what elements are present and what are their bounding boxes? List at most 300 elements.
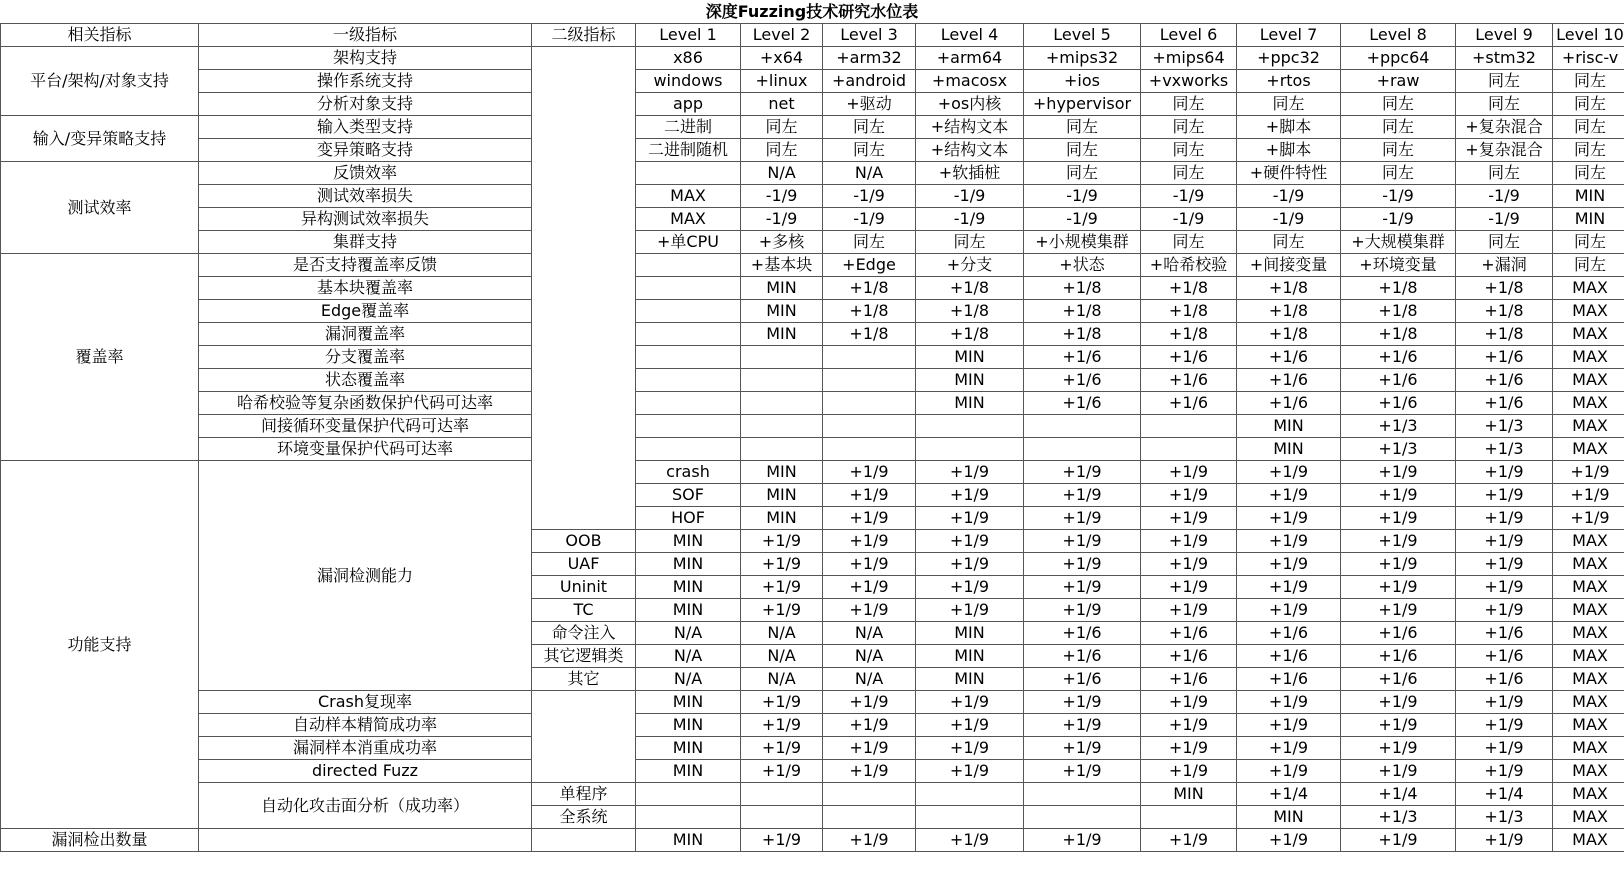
level-10-cell[interactable]: MAX [1553,323,1624,346]
level-3-cell[interactable]: +android [823,70,916,93]
level-4-cell[interactable]: +1/9 [916,760,1024,783]
level-9-cell[interactable]: +1/4 [1456,783,1553,806]
level-6-cell[interactable]: +1/9 [1141,530,1237,553]
level-1-cell[interactable]: windows [636,70,741,93]
level-7-cell[interactable]: +1/9 [1237,530,1341,553]
level-3-cell[interactable]: +arm32 [823,47,916,70]
level-5-cell[interactable]: +小规模集群 [1024,231,1141,254]
group-name-cell[interactable]: 平台/架构/对象支持 [1,47,199,116]
level-10-cell[interactable]: +risc-v [1553,47,1624,70]
level-6-cell[interactable] [1141,415,1237,438]
level-3-cell[interactable]: N/A [823,645,916,668]
level-3-cell[interactable]: +1/9 [823,737,916,760]
level-6-cell[interactable]: -1/9 [1141,185,1237,208]
level-9-cell[interactable]: +1/9 [1456,691,1553,714]
level-4-cell[interactable]: +1/9 [916,691,1024,714]
level-4-cell[interactable]: +1/9 [916,714,1024,737]
level1-metric-cell[interactable]: 自动样本精简成功率 [199,714,532,737]
level-10-cell[interactable]: MAX [1553,346,1624,369]
level-7-cell[interactable]: +1/9 [1341,461,1456,484]
level-7-cell[interactable]: -1/9 [1237,208,1341,231]
level-3-cell[interactable]: +驱动 [823,93,916,116]
level-8-cell[interactable]: +1/9 [1341,829,1456,852]
level-6-cell[interactable]: +1/9 [1141,737,1237,760]
level-6-cell[interactable]: +1/6 [1141,346,1237,369]
level-5-cell[interactable]: +1/9 [1141,484,1237,507]
level-10-cell[interactable]: MIN [1553,185,1624,208]
level-4-cell[interactable]: +1/8 [916,300,1024,323]
level-8-cell[interactable]: +1/3 [1341,806,1456,829]
level-3-cell[interactable]: +1/9 [823,760,916,783]
level-7-cell[interactable]: +1/9 [1237,760,1341,783]
level2-metric-cell[interactable]: Uninit [532,576,636,599]
level-10-cell[interactable]: MAX [1553,806,1624,829]
level-3-cell[interactable]: +1/9 [823,530,916,553]
level-1-cell[interactable]: 二进制随机 [636,139,741,162]
level-7-cell[interactable]: MIN [1237,415,1341,438]
level-2-cell[interactable]: +1/9 [823,484,916,507]
level-8-cell[interactable]: +1/3 [1341,415,1456,438]
level-3-cell[interactable] [823,369,916,392]
level-7-cell[interactable]: +1/6 [1237,645,1341,668]
level-10-cell[interactable]: MAX [1553,599,1624,622]
level-6-cell[interactable]: +1/9 [1141,691,1237,714]
level-8-cell[interactable]: +1/6 [1341,346,1456,369]
level-3-cell[interactable]: 同左 [823,231,916,254]
level-8-cell[interactable]: 同左 [1341,93,1456,116]
level-9-cell[interactable]: 同左 [1456,231,1553,254]
level-4-cell[interactable]: MIN [916,622,1024,645]
level-7-cell[interactable]: MIN [1237,806,1341,829]
level-9-cell[interactable]: +1/9 [1456,576,1553,599]
level-10-cell[interactable]: MAX [1553,737,1624,760]
level-2-cell[interactable]: N/A [741,162,823,185]
level-3-cell[interactable] [823,346,916,369]
header-level-4[interactable]: Level 4 [916,24,1024,47]
level-6-cell[interactable]: +1/6 [1141,392,1237,415]
level-10-cell[interactable]: MAX [1553,415,1624,438]
level-7-cell[interactable]: 同左 [1237,93,1341,116]
level-6-cell[interactable]: 同左 [1141,116,1237,139]
level-8-cell[interactable]: +1/9 [1456,461,1553,484]
level-1-cell[interactable]: MIN [636,760,741,783]
group-name-cell[interactable]: 输入/变异策略支持 [1,116,199,162]
level-8-cell[interactable]: +1/6 [1341,645,1456,668]
level-8-cell[interactable]: +1/9 [1341,576,1456,599]
level-7-cell[interactable]: +间接变量 [1237,254,1341,277]
level2-metric-cell[interactable]: 全系统 [532,806,636,829]
level-3-cell[interactable] [823,415,916,438]
level2-metric-cell[interactable] [532,691,636,783]
level-2-cell[interactable]: +1/9 [741,553,823,576]
level-9-cell[interactable]: 同左 [1456,70,1553,93]
level-1-cell[interactable] [636,346,741,369]
level-2-cell[interactable] [741,783,823,806]
level-8-cell[interactable]: +1/6 [1341,668,1456,691]
level-7-cell[interactable]: +1/6 [1237,668,1341,691]
level-8-cell[interactable]: +1/9 [1456,507,1553,530]
level-7-cell[interactable]: +1/8 [1237,300,1341,323]
level-7-cell[interactable]: +1/6 [1237,392,1341,415]
level-1-cell[interactable] [636,300,741,323]
level-9-cell[interactable]: +1/3 [1456,415,1553,438]
level-9-cell[interactable]: +1/6 [1456,622,1553,645]
level-7-cell[interactable]: +1/9 [1237,599,1341,622]
level2-metric-cell[interactable]: OOB [532,530,636,553]
level-1-cell[interactable] [636,783,741,806]
level-9-cell[interactable]: +1/9 [1553,461,1624,484]
level2-metric-cell[interactable]: 其它 [532,668,636,691]
level-4-cell[interactable]: +1/9 [1024,507,1141,530]
level-3-cell[interactable]: +1/8 [823,323,916,346]
level-2-cell[interactable] [741,415,823,438]
level-7-cell[interactable]: 同左 [1237,231,1341,254]
level-10-cell[interactable]: 同左 [1553,116,1624,139]
level-5-cell[interactable]: 同左 [1024,139,1141,162]
level-9-cell[interactable]: +1/8 [1456,300,1553,323]
level-6-cell[interactable]: +1/8 [1141,323,1237,346]
level-5-cell[interactable]: +1/8 [1024,300,1141,323]
level-9-cell[interactable]: +1/9 [1456,553,1553,576]
level-5-cell[interactable]: +hypervisor [1024,93,1141,116]
level1-metric-cell[interactable]: 操作系统支持 [199,70,532,93]
level-6-cell[interactable]: +1/9 [1141,760,1237,783]
level1-metric-cell[interactable]: 漏洞样本消重成功率 [199,737,532,760]
level-4-cell[interactable] [916,438,1024,461]
level-5-cell[interactable]: +1/9 [1024,530,1141,553]
level-9-cell[interactable]: +1/8 [1456,323,1553,346]
level2-metric-cell[interactable]: crash [636,461,741,484]
level-2-cell[interactable]: 同左 [741,139,823,162]
level-10-cell[interactable]: MIN [1553,208,1624,231]
level-6-cell[interactable]: MIN [1141,783,1237,806]
level-3-cell[interactable]: -1/9 [823,185,916,208]
level1-metric-cell[interactable]: 漏洞覆盖率 [199,323,532,346]
level-5-cell[interactable] [1024,438,1141,461]
level-7-cell[interactable]: +1/9 [1237,829,1341,852]
level-4-cell[interactable]: MIN [916,645,1024,668]
level-3-cell[interactable]: N/A [823,622,916,645]
level-2-cell[interactable]: +1/9 [741,714,823,737]
level1-metric-cell[interactable]: 是否支持覆盖率反馈 [199,254,532,277]
level-5-cell[interactable]: +1/6 [1024,369,1141,392]
level-7-cell[interactable]: +硬件特性 [1237,162,1341,185]
level-6-cell[interactable]: +哈希校验 [1141,254,1237,277]
level-10-cell[interactable]: MAX [1553,438,1624,461]
level-5-cell[interactable]: +1/9 [1024,737,1141,760]
level-5-cell[interactable]: +1/9 [1024,576,1141,599]
level-5-cell[interactable]: +1/8 [1024,277,1141,300]
level-4-cell[interactable]: MIN [916,668,1024,691]
level1-metric-cell[interactable]: 漏洞检测能力 [199,461,532,691]
level-3-cell[interactable] [823,438,916,461]
level-1-cell[interactable]: N/A [636,622,741,645]
level-1-cell[interactable]: MAX [636,208,741,231]
level-9-cell[interactable]: +1/9 [1456,829,1553,852]
level-6-cell[interactable]: +1/9 [1141,599,1237,622]
level-6-cell[interactable]: +1/9 [1237,461,1341,484]
level-7-cell[interactable]: +ppc32 [1237,47,1341,70]
level-5-cell[interactable]: 同左 [1024,116,1141,139]
level-10-cell[interactable]: MAX [1553,369,1624,392]
level-4-cell[interactable]: +arm64 [916,47,1024,70]
level-4-cell[interactable]: +1/9 [916,737,1024,760]
level-9-cell[interactable]: +1/9 [1456,760,1553,783]
header-level-5[interactable]: Level 5 [1024,24,1141,47]
level-10-cell[interactable]: MAX [1553,530,1624,553]
level-3-cell[interactable]: 同左 [823,139,916,162]
level-9-cell[interactable]: +复杂混合 [1456,139,1553,162]
level-7-cell[interactable]: -1/9 [1237,185,1341,208]
level-1-cell[interactable]: MAX [636,185,741,208]
level-2-cell[interactable]: -1/9 [741,208,823,231]
level-5-cell[interactable]: +1/9 [1024,599,1141,622]
level1-metric-cell[interactable]: 状态覆盖率 [199,369,532,392]
level-2-cell[interactable] [741,392,823,415]
level-2-cell[interactable]: N/A [741,668,823,691]
level-9-cell[interactable]: +1/9 [1553,484,1624,507]
level-5-cell[interactable]: +1/9 [1024,691,1141,714]
group-name-cell[interactable]: 漏洞检出数量 [1,829,199,852]
level-4-cell[interactable]: +1/9 [916,829,1024,852]
level1-metric-cell[interactable]: 分析对象支持 [199,93,532,116]
header-level-6[interactable]: Level 6 [1141,24,1237,47]
level-6-cell[interactable]: +1/9 [1237,484,1341,507]
level1-metric-cell[interactable]: Crash复现率 [199,691,532,714]
level-2-cell[interactable]: +1/9 [741,576,823,599]
level-3-cell[interactable]: +1/9 [823,829,916,852]
level-2-cell[interactable]: +1/9 [741,829,823,852]
level2-metric-cell[interactable]: UAF [532,553,636,576]
level-7-cell[interactable]: +1/9 [1237,737,1341,760]
level-2-cell[interactable]: +1/9 [741,691,823,714]
header-level-10[interactable]: Level 10 [1553,24,1624,47]
level1-metric-cell[interactable]: 反馈效率 [199,162,532,185]
level-4-cell[interactable]: +分支 [916,254,1024,277]
level-6-cell[interactable]: 同左 [1141,139,1237,162]
level-8-cell[interactable]: -1/9 [1341,185,1456,208]
level-3-cell[interactable]: +1/8 [823,277,916,300]
level-2-cell[interactable] [741,346,823,369]
level-1-cell[interactable] [636,254,741,277]
level-1-cell[interactable] [636,438,741,461]
level-4-cell[interactable]: +1/9 [1024,461,1141,484]
level-4-cell[interactable] [916,415,1024,438]
level-9-cell[interactable]: +1/8 [1456,277,1553,300]
level-1-cell[interactable]: MIN [741,461,823,484]
level-5-cell[interactable]: +状态 [1024,254,1141,277]
level-5-cell[interactable]: -1/9 [1024,208,1141,231]
level1-metric-cell[interactable]: 测试效率损失 [199,185,532,208]
level-3-cell[interactable]: +1/9 [823,576,916,599]
level-1-cell[interactable]: +单CPU [636,231,741,254]
level1-metric-cell[interactable]: 架构支持 [199,47,532,70]
level-1-cell[interactable] [636,392,741,415]
level-9-cell[interactable]: 同左 [1456,93,1553,116]
level-4-cell[interactable]: 同左 [916,231,1024,254]
level-7-cell[interactable]: +1/6 [1237,622,1341,645]
level-6-cell[interactable]: 同左 [1141,231,1237,254]
level-9-cell[interactable]: +1/6 [1456,346,1553,369]
level-2-cell[interactable]: +多核 [741,231,823,254]
level-8-cell[interactable]: +1/4 [1341,783,1456,806]
level-9-cell[interactable]: +1/6 [1456,369,1553,392]
header-related[interactable]: 相关指标 [1,24,199,47]
level1-metric-cell[interactable]: 间接循环变量保护代码可达率 [199,415,532,438]
level-5-cell[interactable]: +1/6 [1024,645,1141,668]
level-10-cell[interactable]: MAX [1553,829,1624,852]
level-7-cell[interactable]: +脚本 [1237,116,1341,139]
level-6-cell[interactable]: +1/6 [1141,622,1237,645]
level1-metric-cell[interactable]: 输入类型支持 [199,116,532,139]
level-10-cell[interactable]: MAX [1553,553,1624,576]
level-1-cell[interactable]: MIN [636,576,741,599]
level-5-cell[interactable]: +ios [1024,70,1141,93]
level-1-cell[interactable]: MIN [636,714,741,737]
level-3-cell[interactable]: +1/9 [823,553,916,576]
level-9-cell[interactable]: +复杂混合 [1456,116,1553,139]
level-4-cell[interactable]: +os内核 [916,93,1024,116]
level1-metric-cell[interactable]: 环境变量保护代码可达率 [199,438,532,461]
level-3-cell[interactable]: +1/9 [916,484,1024,507]
level2-metric-cell[interactable]: 单程序 [532,783,636,806]
level-2-cell[interactable]: +1/9 [741,599,823,622]
level-1-cell[interactable] [636,369,741,392]
level-6-cell[interactable]: +1/9 [1237,507,1341,530]
level-9-cell[interactable]: +1/9 [1456,737,1553,760]
level-6-cell[interactable]: +vxworks [1141,70,1237,93]
level-6-cell[interactable]: +1/9 [1141,714,1237,737]
level-4-cell[interactable] [916,806,1024,829]
level-6-cell[interactable]: +1/6 [1141,668,1237,691]
level-5-cell[interactable]: +1/6 [1024,346,1141,369]
level1-metric-cell[interactable]: 自动化攻击面分析（成功率） [199,783,532,829]
level-2-cell[interactable]: +基本块 [741,254,823,277]
level-8-cell[interactable]: -1/9 [1341,208,1456,231]
level-5-cell[interactable] [1024,806,1141,829]
level-9-cell[interactable]: +1/9 [1456,714,1553,737]
level-3-cell[interactable]: +1/9 [823,599,916,622]
level-9-cell[interactable]: +1/3 [1456,806,1553,829]
group-name-cell[interactable]: 测试效率 [1,162,199,254]
level-9-cell[interactable]: +1/3 [1456,438,1553,461]
level-2-cell[interactable]: +1/9 [741,737,823,760]
level-3-cell[interactable]: +1/9 [823,691,916,714]
level-10-cell[interactable]: MAX [1553,714,1624,737]
level-2-cell[interactable] [741,369,823,392]
level-3-cell[interactable]: +Edge [823,254,916,277]
level-7-cell[interactable]: +1/8 [1237,323,1341,346]
level-8-cell[interactable]: +1/9 [1341,760,1456,783]
level-6-cell[interactable]: -1/9 [1141,208,1237,231]
level1-metric-cell[interactable]: Edge覆盖率 [199,300,532,323]
level-10-cell[interactable]: 同左 [1553,162,1624,185]
level-2-cell[interactable]: +1/9 [741,760,823,783]
level-8-cell[interactable]: +1/9 [1341,691,1456,714]
level-8-cell[interactable]: +1/6 [1341,369,1456,392]
level-5-cell[interactable]: +mips32 [1024,47,1141,70]
level-10-cell[interactable]: 同左 [1553,139,1624,162]
level-3-cell[interactable]: -1/9 [823,208,916,231]
level-5-cell[interactable] [1024,415,1141,438]
header-level-8[interactable]: Level 8 [1341,24,1456,47]
level1-metric-cell[interactable]: 分支覆盖率 [199,346,532,369]
level-6-cell[interactable]: +1/8 [1141,300,1237,323]
level-3-cell[interactable]: +1/8 [823,300,916,323]
level-3-cell[interactable] [823,783,916,806]
level-7-cell[interactable]: +rtos [1237,70,1341,93]
level-3-cell[interactable]: +1/9 [916,461,1024,484]
level-2-cell[interactable]: 同左 [741,116,823,139]
level-5-cell[interactable]: 同左 [1024,162,1141,185]
level-7-cell[interactable]: +1/9 [1237,714,1341,737]
level2-metric-cell[interactable]: 命令注入 [532,622,636,645]
level-10-cell[interactable]: 同左 [1553,93,1624,116]
level-10-cell[interactable]: MAX [1553,622,1624,645]
level-1-cell[interactable]: MIN [636,737,741,760]
level2-metric-cell[interactable]: HOF [636,507,741,530]
level-4-cell[interactable]: +结构文本 [916,116,1024,139]
level-9-cell[interactable]: +1/9 [1456,530,1553,553]
level-3-cell[interactable]: 同左 [823,116,916,139]
level-1-cell[interactable]: x86 [636,47,741,70]
level-3-cell[interactable]: +1/9 [823,714,916,737]
level-4-cell[interactable]: +结构文本 [916,139,1024,162]
level-9-cell[interactable]: +1/6 [1456,668,1553,691]
level-6-cell[interactable]: +1/6 [1141,645,1237,668]
level-10-cell[interactable]: 同左 [1553,231,1624,254]
level-10-cell[interactable]: MAX [1553,645,1624,668]
level-1-cell[interactable]: app [636,93,741,116]
level-8-cell[interactable]: +1/3 [1341,438,1456,461]
level-10-cell[interactable]: MAX [1553,277,1624,300]
level-8-cell[interactable]: +1/9 [1456,484,1553,507]
level-4-cell[interactable]: MIN [916,369,1024,392]
level-7-cell[interactable]: +1/9 [1237,576,1341,599]
level-2-cell[interactable]: +1/9 [823,507,916,530]
level-9-cell[interactable]: +stm32 [1456,47,1553,70]
level-3-cell[interactable]: +1/9 [916,507,1024,530]
header-level-2[interactable]: Level 2 [741,24,823,47]
level-1-cell[interactable] [636,277,741,300]
level-4-cell[interactable]: +1/8 [916,277,1024,300]
level-10-cell[interactable]: MAX [1553,668,1624,691]
header-level-7[interactable]: Level 7 [1237,24,1341,47]
level-4-cell[interactable]: MIN [916,392,1024,415]
level2-metric-cell[interactable]: SOF [636,484,741,507]
level-9-cell[interactable]: -1/9 [1456,185,1553,208]
level1-metric-cell[interactable]: 变异策略支持 [199,139,532,162]
level-1-cell[interactable] [636,323,741,346]
level-10-cell[interactable]: MAX [1553,392,1624,415]
level-4-cell[interactable]: -1/9 [916,208,1024,231]
level2-metric-cell[interactable]: TC [532,599,636,622]
level-2-cell[interactable]: +1/9 [823,461,916,484]
level-9-cell[interactable]: 同左 [1456,162,1553,185]
level-4-cell[interactable]: +1/9 [916,576,1024,599]
level-5-cell[interactable]: +1/6 [1024,622,1141,645]
level1-metric-cell[interactable]: 基本块覆盖率 [199,277,532,300]
level-5-cell[interactable]: +1/6 [1024,392,1141,415]
level-7-cell[interactable]: +1/6 [1237,369,1341,392]
level-5-cell[interactable]: +1/9 [1024,553,1141,576]
level-7-cell[interactable]: +1/4 [1237,783,1341,806]
level-4-cell[interactable]: -1/9 [916,185,1024,208]
level-6-cell[interactable] [1141,438,1237,461]
level-4-cell[interactable]: +macosx [916,70,1024,93]
level-2-cell[interactable]: MIN [741,323,823,346]
level-4-cell[interactable]: +1/9 [916,530,1024,553]
